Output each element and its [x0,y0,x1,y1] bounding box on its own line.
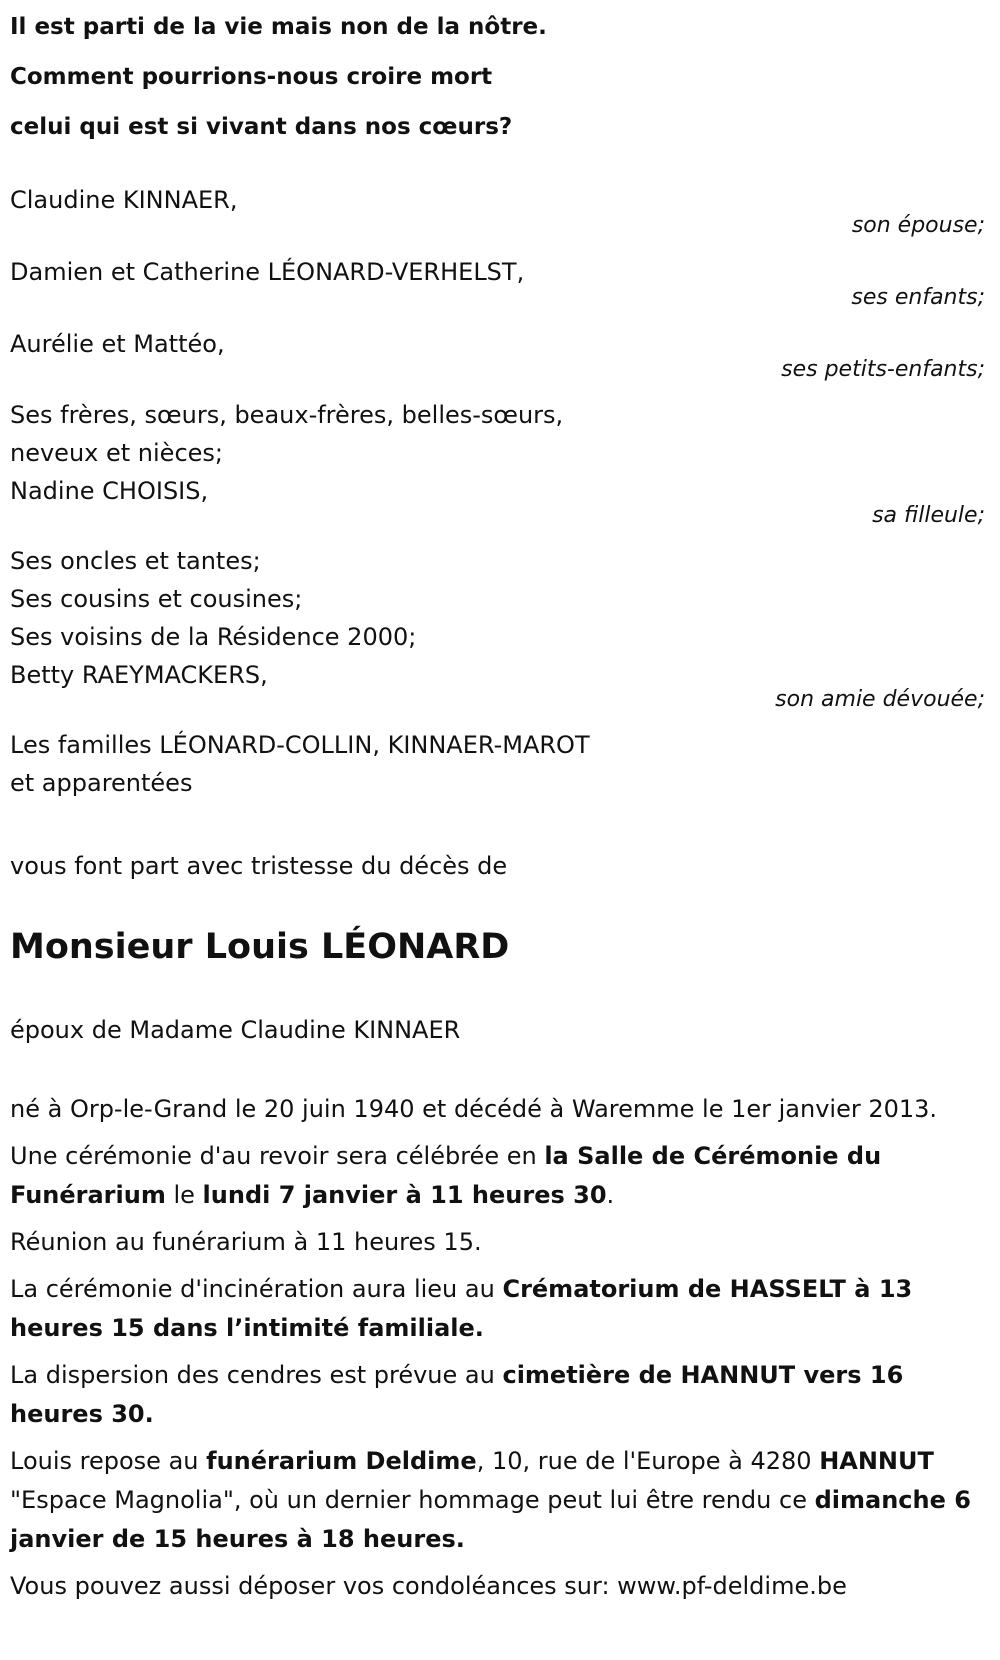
condolences-line: Vous pouvez aussi déposer vos condoléances sur: www.pf-deldime.be [10,1572,847,1600]
announcement: vous font part avec tristesse du décès de [10,852,508,880]
family-relation: sa filleule; [872,503,985,528]
family-name: Aurélie et Mattéo, [10,330,225,358]
ceremony-paragraph [10,1137,985,1215]
family-relation: son épouse; [851,213,985,238]
ceremony-venue: la Salle de Cérémonie du Funérarium [10,1142,882,1209]
family-entry [10,396,985,528]
repose-paragraph [10,1442,985,1559]
quote-line: Il est parti de la vie mais non de la nôtre. [10,14,547,40]
incineration-text: La cérémonie d'incinération aura lieu au [10,1275,503,1303]
ceremony-datetime: lundi 7 janvier à 11 heures 30 [202,1181,607,1209]
repose-city: HANNUT [819,1447,934,1475]
opening-quote [10,2,985,152]
family-name: Ses voisins de la Résidence 2000; [10,623,417,651]
incineration-paragraph [10,1270,985,1348]
family-name: Nadine CHOISIS, [10,477,209,505]
reunion-paragraph: Réunion au funérarium à 11 heures 15. [10,1228,482,1256]
repose-venue: funérarium Deldime [206,1447,477,1475]
quote-line: celui qui est si vivant dans nos cœurs? [10,114,513,140]
family-name: neveux et nièces; [10,439,223,467]
family-entry [10,324,985,382]
spouse-line: époux de Madame Claudine KINNAER [10,1016,461,1044]
family-name: Damien et Catherine LÉONARD-VERHELST, [10,258,525,286]
birth-death: né à Orp-le-Grand le 20 juin 1940 et décédé à Waremme le 1er janvier 2013. [10,1095,938,1123]
repose-datetime: dimanche 6 janvier de 15 heures à 18 heures. [10,1486,971,1553]
family-name: Claudine KINNAER, [10,186,238,214]
dispersion-paragraph [10,1356,985,1434]
family-relation: ses petits-enfants; [781,357,985,382]
family-name: et apparentées [10,769,193,797]
repose-text: Louis repose au [10,1447,207,1475]
repose-text: "Espace Magnolia", où un dernier hommage peut lui être rendu ce [10,1486,815,1514]
ceremony-text: le [165,1181,203,1209]
family-name: Les familles LÉONARD-COLLIN, KINNAER-MAROT [10,731,590,759]
family-name: Ses frères, sœurs, beaux-frères, belles-sœurs, [10,401,564,429]
family-entry [10,542,985,712]
family-name: Betty RAEYMACKERS, [10,661,268,689]
family-entry [10,180,985,238]
incineration-details: Crématorium de HASSELT à 13 heures 15 dans l’intimité familiale. [10,1275,913,1342]
family-list [10,180,985,802]
family-entry [10,252,985,310]
dispersion-details: cimetière de HANNUT vers 16 heures 30. [10,1361,904,1428]
family-name: Ses oncles et tantes; [10,547,261,575]
family-relation: son amie dévouée; [775,687,985,712]
quote-line: Comment pourrions-nous croire mort [10,64,493,90]
family-entry [10,726,985,802]
dispersion-text: La dispersion des cendres est prévue au [10,1361,503,1389]
obituary-page [10,0,985,1606]
family-name: Ses cousins et cousines; [10,585,303,613]
deceased-name: Monsieur Louis LÉONARD [10,927,510,967]
family-relation: ses enfants; [851,285,985,310]
ceremony-text: . [606,1181,615,1209]
repose-text: , 10, rue de l'Europe à 4280 [476,1447,820,1475]
ceremony-text: Une cérémonie d'au revoir sera célébrée en [10,1142,545,1170]
